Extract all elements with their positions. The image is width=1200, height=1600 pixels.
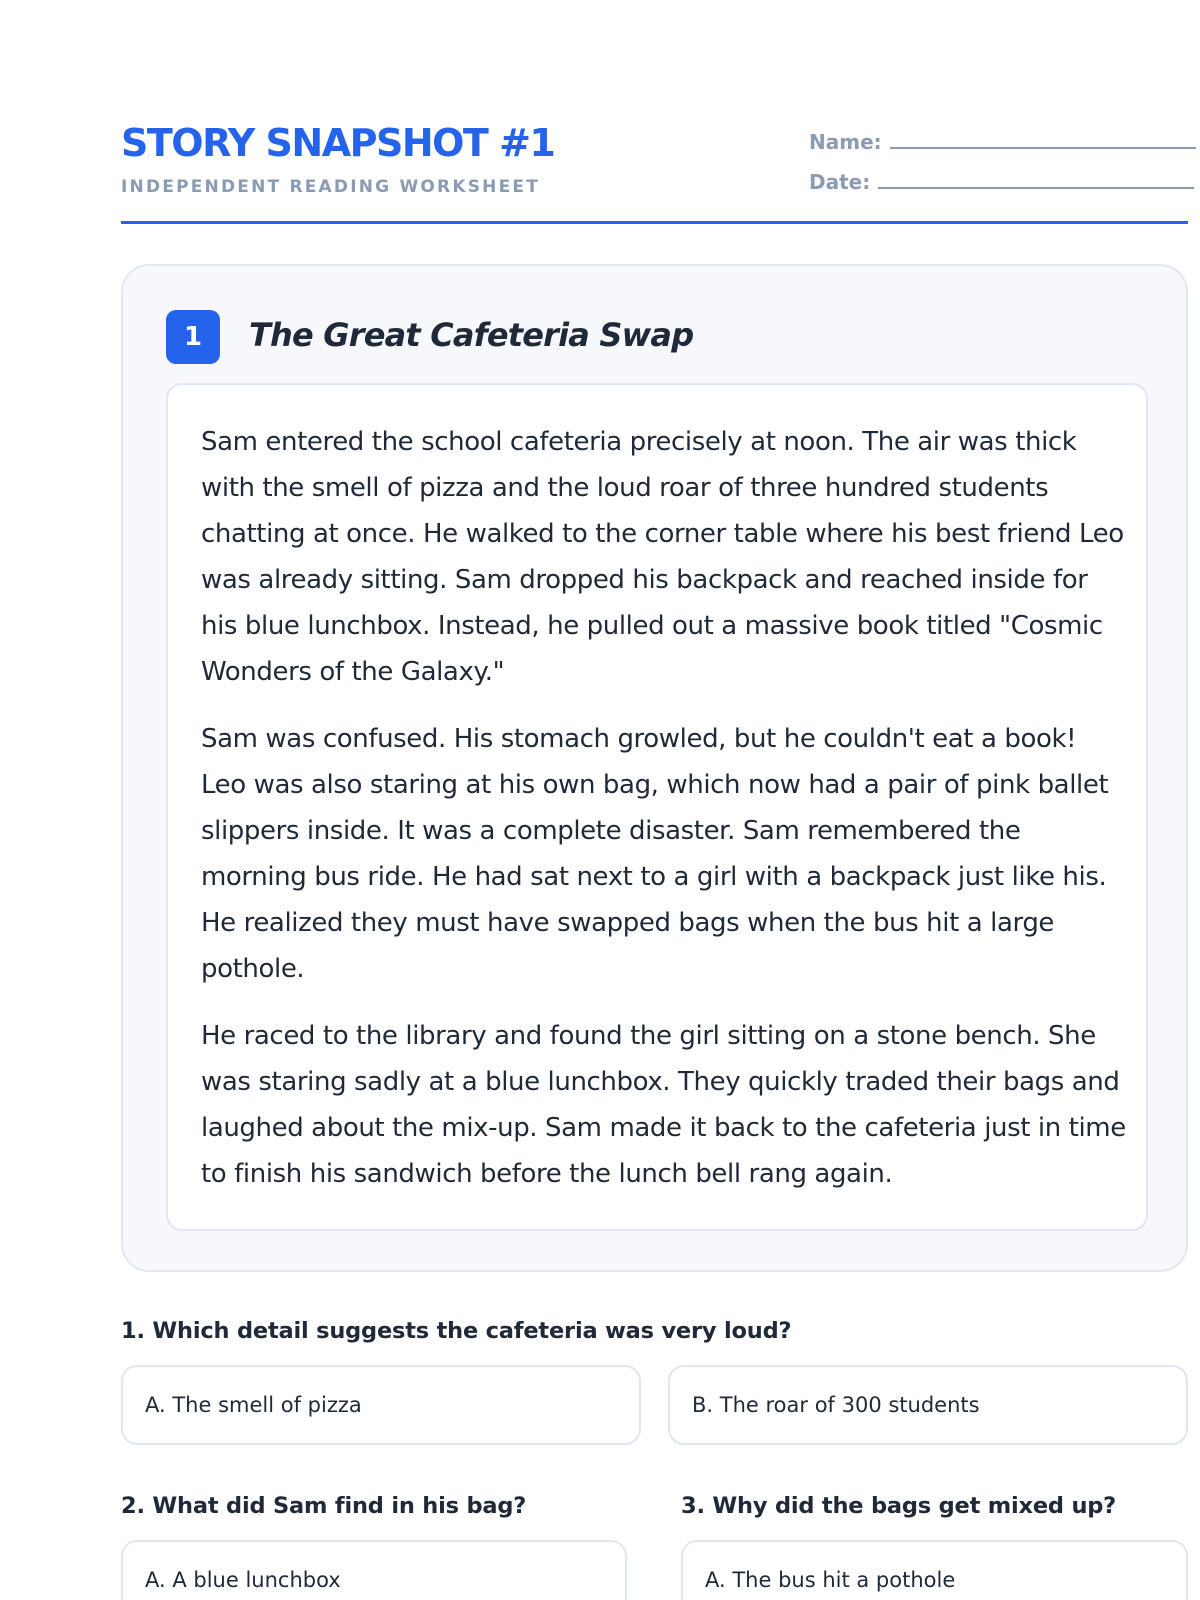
story-title: The Great Cafeteria Swap: [249, 316, 694, 354]
question-1-option-a[interactable]: A. The smell of pizza: [121, 1365, 641, 1445]
question-3-option-a[interactable]: A. The bus hit a pothole: [681, 1540, 1188, 1600]
worksheet-title: STORY SNAPSHOT #1: [121, 121, 555, 165]
story-paragraph: Sam entered the school cafeteria precisely at noon. The air was thick with the smell of pizza and the loud roar of three hundred students chatting at once. He walked to the corner table where his best friend Leo was already sitting. Sam dropped his backpack and reached inside for his blue lunchbox. Instead, he pulled out a massive book titled "Cosmic Wonders of the Galaxy.": [201, 427, 1124, 687]
story-text-box: [166, 383, 1148, 1231]
question-3: 3. Why did the bags get mixed up?: [681, 1493, 1117, 1519]
question-2-option-a[interactable]: A. A blue lunchbox: [121, 1540, 627, 1600]
name-label: Name:: [809, 130, 882, 154]
question-1: 1. Which detail suggests the cafeteria was very loud?: [121, 1318, 792, 1344]
question-2: 2. What did Sam find in his bag?: [121, 1493, 527, 1519]
story-card: [121, 264, 1188, 1272]
worksheet-header: [121, 120, 1188, 224]
story-paragraph: He raced to the library and found the girl sitting on a stone bench. She was staring sadly at a blue lunchbox. They quickly traded their bags and laughed about the mix-up. Sam made it back to the cafeteria just in time to finish his sandwich before the lunch bell rang again.: [201, 1021, 1126, 1189]
name-blank-line[interactable]: [890, 133, 1196, 149]
date-blank-line[interactable]: [878, 173, 1194, 189]
date-label: Date:: [809, 170, 871, 194]
worksheet-subtitle: INDEPENDENT READING WORKSHEET: [121, 177, 540, 197]
date-field[interactable]: [809, 170, 1194, 194]
name-field[interactable]: [809, 130, 1196, 154]
story-paragraph: Sam was confused. His stomach growled, but he couldn't eat a book! Leo was also staring at his own bag, which now had a pair of pink ballet slippers inside. It was a complete disaster. Sam remembered the morning bus ride. He had sat next to a girl with a backpack just like his. He realized they must have swapped bags when the bus hit a large pothole.: [201, 724, 1109, 984]
story-number-badge: 1: [166, 310, 220, 364]
question-1-option-b[interactable]: B. The roar of 300 students: [668, 1365, 1188, 1445]
